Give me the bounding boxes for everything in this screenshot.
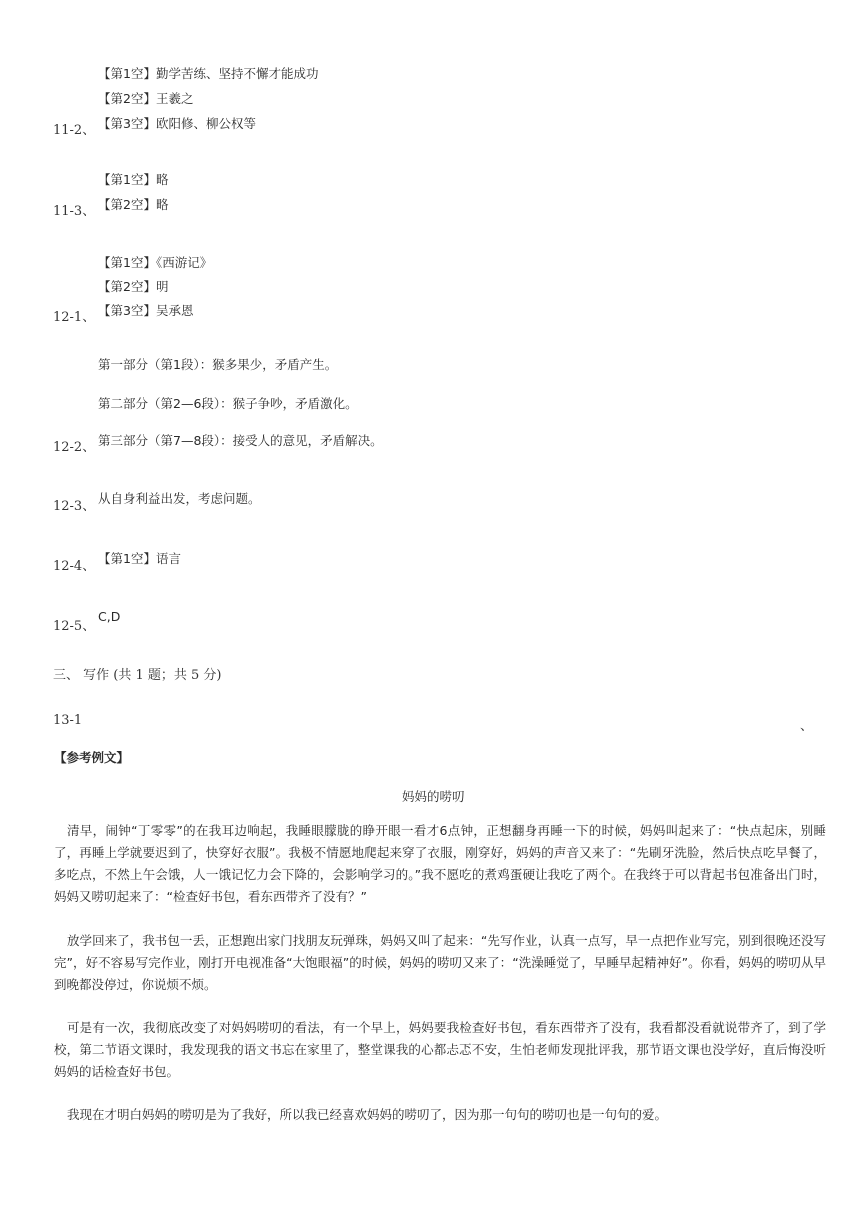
answer-text: 【第1空】语言 [98, 551, 181, 566]
essay-paragraph: 可是有一次，我彻底改变了对妈妈唠叨的看法，有一个早上，妈妈要我检查好书包，看东西带齐了没有，我看都没看就说带齐了，到了学校，第二节语文课时，我发现我的语文书忘在家里了，整堂课我的心都忐忑不安，生怕老师发现批评我，那节语文课也没学好，直后悔没听妈妈的话检查好书包。 [54, 1020, 826, 1079]
answer-blank: 【第2空】略 [98, 197, 169, 212]
essay-paragraph: 清早，闹钟“丁零零”的在我耳边响起，我睡眼朦胧的睁开眼一看才6点钟，正想翻身再睡一下的时候，妈妈叫起来了：“快点起床，别睡了，再睡上学就要迟到了，快穿好衣服”。我极不情愿地爬起来穿了衣服，刚穿好，妈妈的声音又来了：“先刷牙洗脸，然后快点吃早餐了，多吃点，不然上午会饿，人一饿记忆力会下降的，会影响学习的。”我不愿吃的煮鸡蛋硬让我吃了两个。在我终于可以背起书包准备出门时，妈妈又唠叨起来了：“检查好书包，看东西带齐了没有？” [54, 823, 826, 904]
answer-line: 第一部分（第1段）：猴多果少，矛盾产生。 [98, 357, 338, 372]
essay-paragraph: 我现在才明白妈妈的唠叨是为了我好，所以我已经喜欢妈妈的唠叨了，因为那一句句的唠叨也是一句句的爱。 [67, 1107, 668, 1122]
question-number: 11-2、 [53, 123, 96, 138]
reference-label: 【参考例文】 [54, 750, 130, 765]
answer-line: 第二部分（第2—6段）：猴子争吵，矛盾激化。 [98, 396, 358, 411]
question-number: 12-5、 [53, 619, 96, 634]
answer-blank: 【第1空】《西游记》 [98, 255, 213, 270]
essay-title: 妈妈的唠叨 [402, 789, 465, 804]
question-number: 12-3、 [53, 499, 96, 514]
question-number: 12-1、 [53, 310, 96, 325]
question-number-mark: 、 [800, 719, 814, 734]
answer-text: 从自身利益出发，考虑问题。 [98, 491, 261, 506]
answer-blank: 【第2空】王羲之 [98, 91, 194, 106]
essay-paragraph: 放学回来了，我书包一丢，正想跑出家门找朋友玩弹珠，妈妈又叫了起来：“先写作业，认真一点写，早一点把作业写完，别到很晚还没写完”，好不容易写完作业，刚打开电视准备“大饱眼福”的时候，妈妈的唠叨又来了：“洗澡睡觉了，早睡早起精神好”。你看，妈妈的唠叨从早到晚都没停过，你说烦不烦。 [54, 933, 826, 992]
question-number: 12-4、 [53, 559, 96, 574]
answer-line: 第三部分（第7—8段）：接受人的意见，矛盾解决。 [98, 433, 383, 448]
answer-blank: 【第3空】欧阳修、柳公权等 [98, 116, 256, 131]
answer-blank: 【第2空】明 [98, 279, 169, 294]
question-number: 11-3、 [53, 204, 96, 219]
question-number: 12-2、 [53, 440, 96, 455]
question-number: 13-1 [53, 713, 83, 728]
answer-blank: 【第3空】吴承恩 [98, 303, 194, 318]
answer-blank: 【第1空】略 [98, 172, 169, 187]
answer-text: C,D [98, 609, 121, 624]
section-heading: 三、 写作 (共 1 题；共 5 分) [53, 668, 222, 683]
answer-blank: 【第1空】勤学苦练、坚持不懈才能成功 [98, 66, 319, 81]
